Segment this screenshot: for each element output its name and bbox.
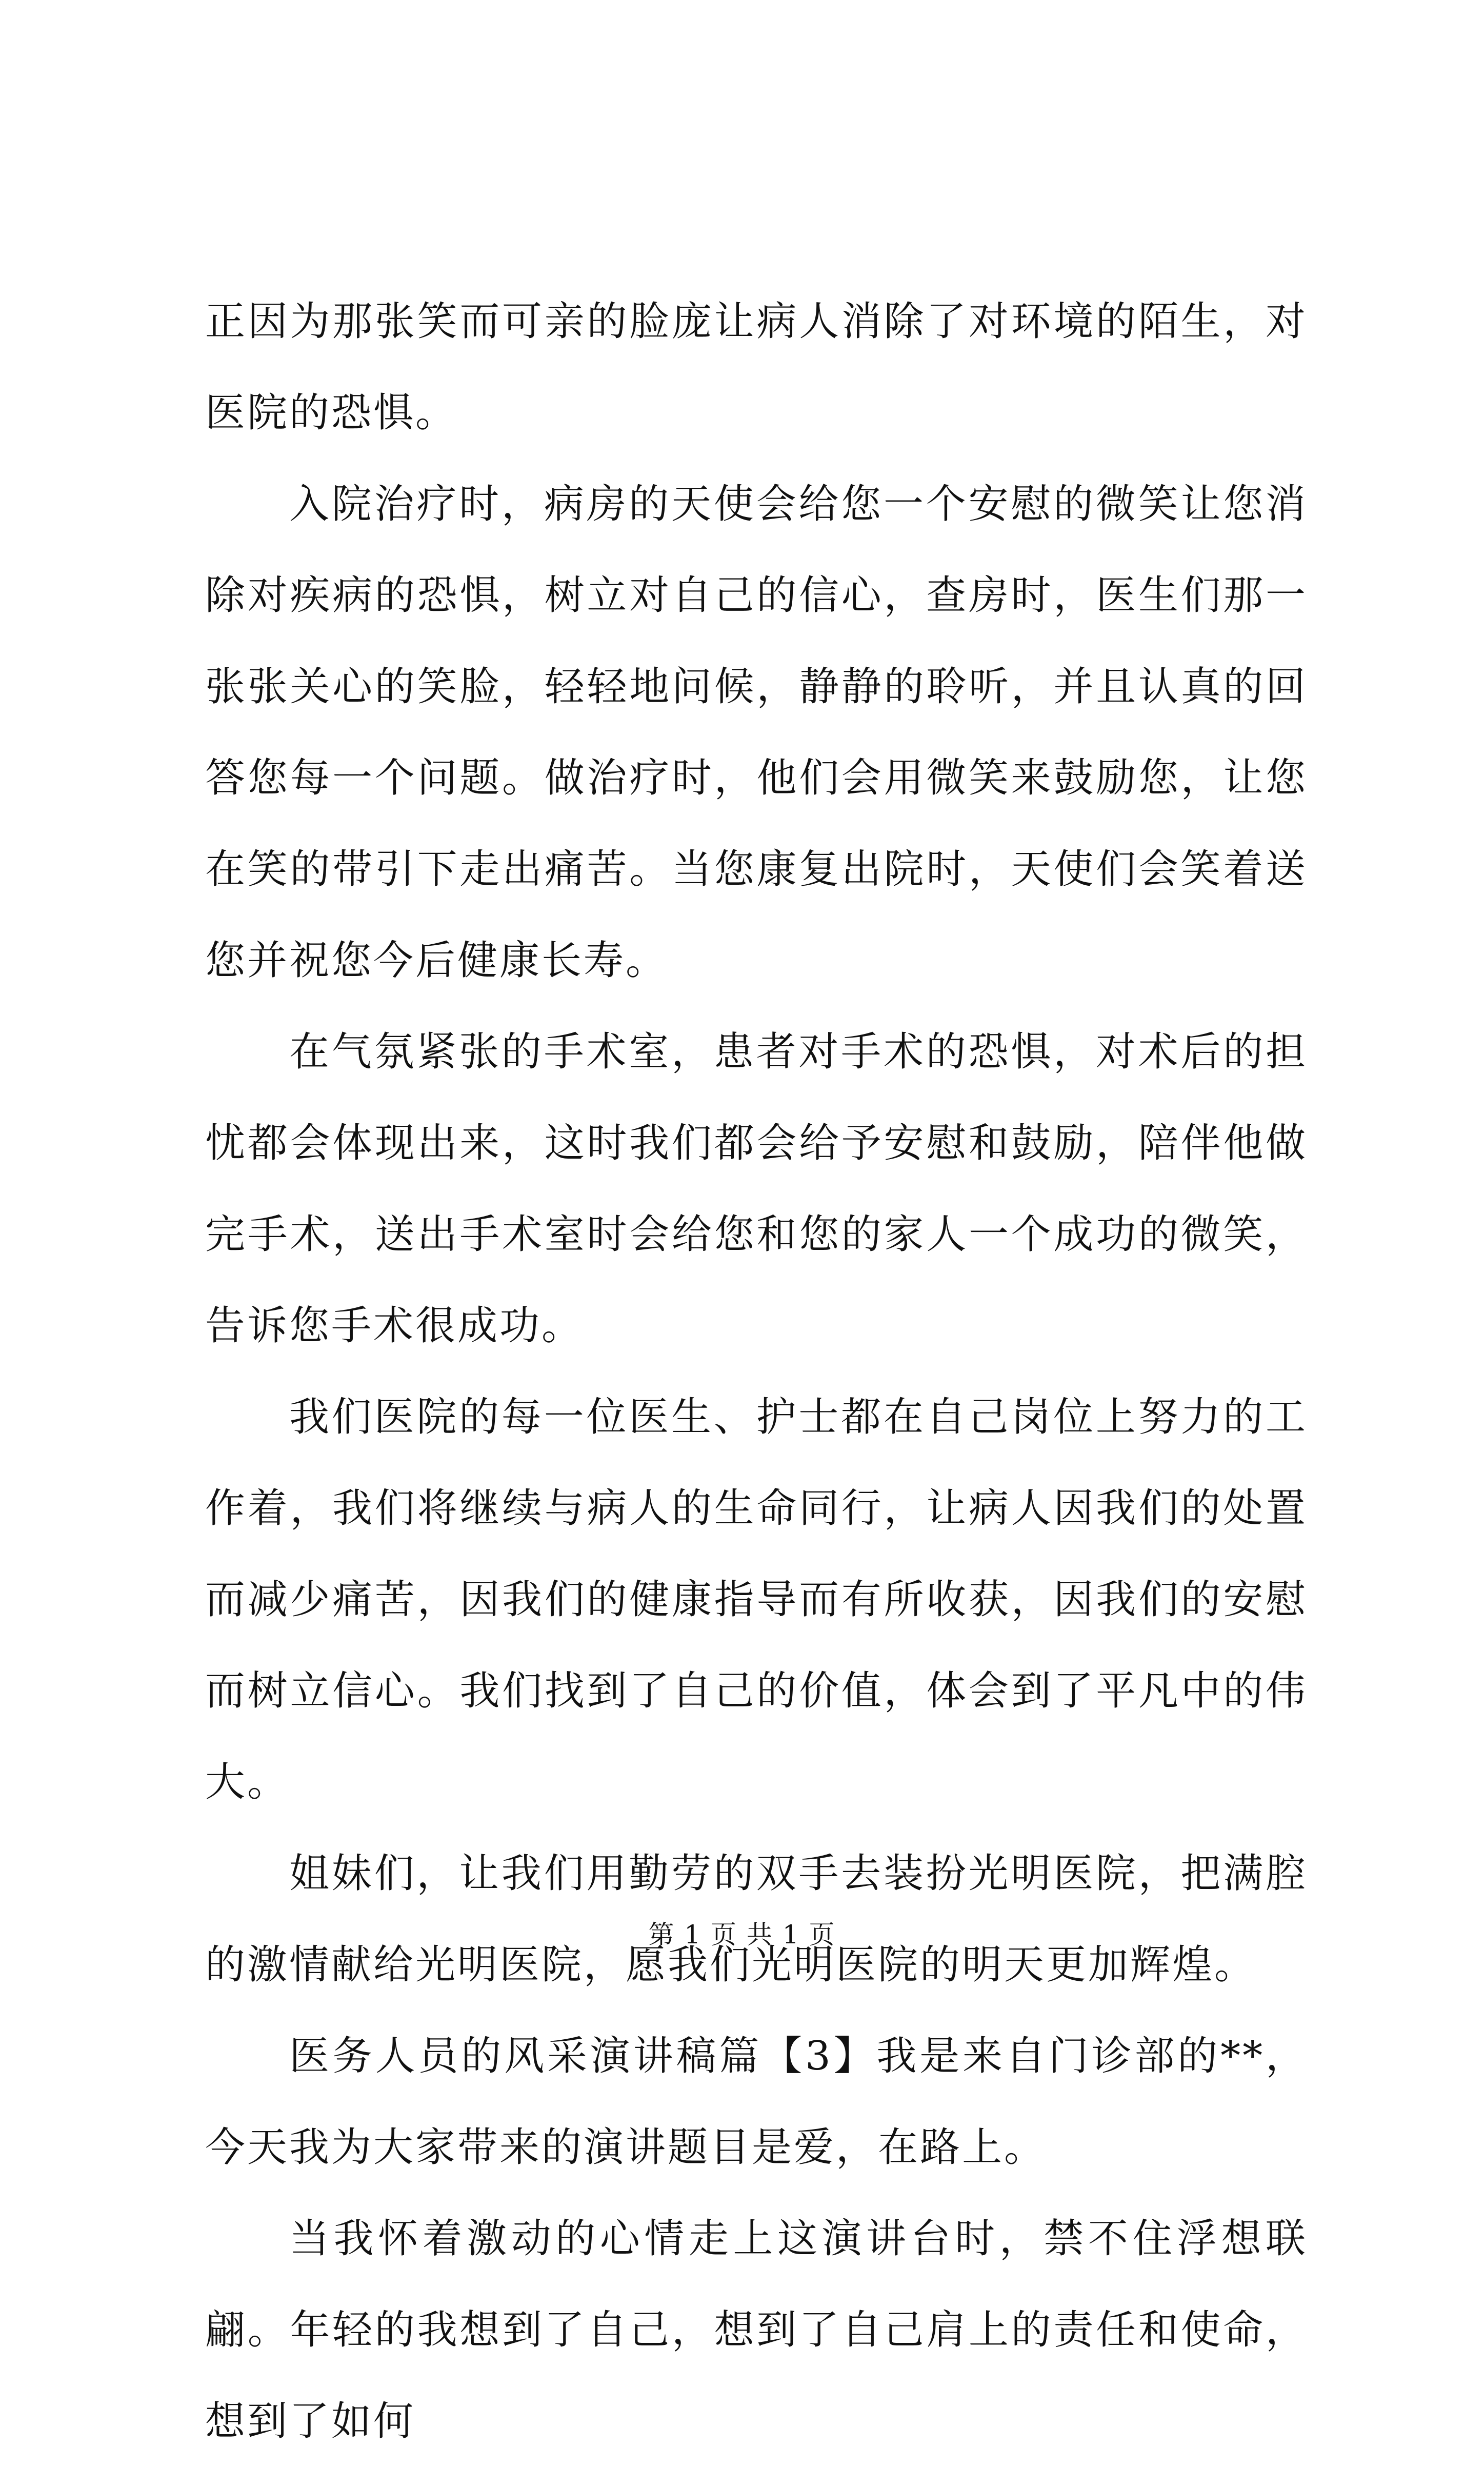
- page-footer: 第 1 页 共 1 页: [648, 1920, 836, 1949]
- paragraph-hospital-staff: 我们医院的每一位医生、护士都在自己岗位上努力的工作着，我们将继续与病人的生命同行，让病人因我们的处置而减少痛苦，因我们的健康指导而有所收获，因我们的安慰而树立信心。我们找到了自己的价值，体会到了平凡中的伟大。: [205, 1394, 1308, 1805]
- document-body: [205, 276, 1308, 2467]
- paragraph-podium: 当我怀着激动的心情走上这演讲台时，禁不住浮想联翩。年轻的我想到了自己，想到了自己肩上的责任和使命，想到了如何: [205, 2216, 1308, 2444]
- paragraph-admission: 入院治疗时，病房的天使会给您一个安慰的微笑让您消除对疾病的恐惧，树立对自己的信心，查房时，医生们那一张张关心的笑脸，轻轻地问候，静静的聆听，并且认真的回答您每一个问题。做治疗时，他们会用微笑来鼓励您，让您在笑的带引下走出痛苦。当您康复出院时，天使们会笑着送您并祝您今后健康长寿。: [205, 481, 1308, 984]
- paragraph-speech-3-intro: 医务人员的风采演讲稿篇【3】我是来自门诊部的**，今天我为大家带来的演讲题目是爱，在路上。: [205, 2033, 1308, 2171]
- paragraph-operating-room: 在气氛紧张的手术室，患者对手术的恐惧，对术后的担忧都会体现出来，这时我们都会给予安慰和鼓励，陪伴他做完手术，送出手术室时会给您和您的家人一个成功的微笑，告诉您手术很成功。: [205, 1029, 1308, 1349]
- paragraph-sisters: 姐妹们，让我们用勤劳的双手去装扮光明医院，把满腔的激情献给光明医院，愿我们光明医院的明天更加辉煌。: [205, 1851, 1308, 1988]
- paragraph-continuation: 正因为那张笑而可亲的脸庞让病人消除了对环境的陌生，对医院的恐惧。: [205, 299, 1308, 436]
